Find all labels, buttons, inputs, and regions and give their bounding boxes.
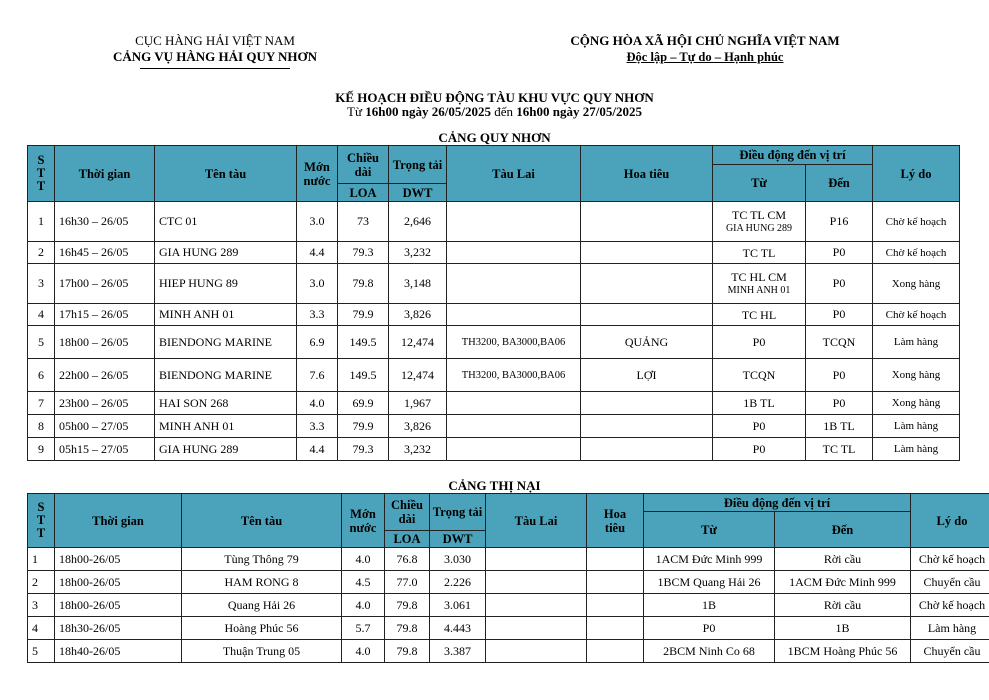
cell-loa: 79.9 — [338, 415, 389, 438]
cell-stt: 9 — [28, 438, 55, 461]
quy-nhon-table — [27, 145, 960, 461]
from-box — [715, 368, 803, 382]
port-authority-name: CẢNG VỤ HÀNG HẢI QUY NHƠN — [112, 49, 318, 64]
col-time: Thời gian — [55, 146, 155, 202]
cell-ship — [155, 264, 297, 304]
cell-to: 1B — [775, 617, 911, 640]
col-move: Điều động đến vị trí — [713, 146, 873, 165]
col-loa: LOA — [338, 184, 389, 202]
cell-stt: 3 — [28, 264, 55, 304]
cell-time: 16h45 – 26/05 — [55, 242, 155, 264]
cell-loa: 79.3 — [338, 242, 389, 264]
cell-loa: 79.8 — [385, 617, 430, 640]
cell-pilot — [581, 304, 713, 326]
cell-loa: 79.8 — [385, 594, 430, 617]
ship-name: MINH ANH 01 — [159, 307, 235, 321]
cell-to: 1ACM Đức Minh 999 — [775, 571, 911, 594]
cell-tug — [447, 392, 581, 415]
section1-title: CẢNG QUY NHƠN — [438, 130, 551, 145]
cell-pilot — [587, 571, 644, 594]
table-row — [28, 438, 960, 461]
cell-draft: 4.4 — [297, 242, 338, 264]
cell-from — [713, 392, 806, 415]
cell-time: 17h00 – 26/05 — [55, 264, 155, 304]
cell-from — [713, 438, 806, 461]
document-title: KẾ HOẠCH ĐIỀU ĐỘNG TÀU KHU VỰC QUY NHƠN — [335, 90, 654, 105]
cell-draft: 5.7 — [342, 617, 385, 640]
cell-reason: Chuyển cầu — [911, 571, 989, 594]
cell-tug: TH3200, BA3000,BA06 — [447, 359, 581, 392]
cell-ship: Thuận Trung 05 — [182, 640, 342, 663]
cell-dwt: 3,232 — [389, 438, 447, 461]
cell-reason: Chờ kế hoạch — [873, 242, 960, 264]
cell-loa: 77.0 — [385, 571, 430, 594]
subtitle-to-time: 16h00 ngày 27/05/2025 — [516, 104, 642, 119]
cell-dwt: 3,232 — [389, 242, 447, 264]
cell-draft: 4.0 — [342, 594, 385, 617]
cell-pilot — [587, 594, 644, 617]
cell-ship — [155, 202, 297, 242]
col-stt: S T T — [28, 146, 55, 202]
col-ship-2: Tên tàu — [182, 494, 342, 548]
col-from-2: Từ — [644, 512, 775, 548]
cell-time: 18h00 – 26/05 — [55, 326, 155, 359]
from-box — [715, 270, 803, 298]
agency-name: CỤC HÀNG HẢI VIỆT NAM — [135, 33, 295, 48]
col-move-2: Điều động đến vị trí — [644, 494, 911, 512]
from-main: 1B TL — [743, 396, 775, 410]
cell-dwt: 3.387 — [430, 640, 486, 663]
cell-pilot — [581, 264, 713, 304]
cell-reason: Làm hàng — [911, 617, 989, 640]
cell-dwt: 3,826 — [389, 415, 447, 438]
table-row — [28, 640, 989, 663]
cell-stt: 8 — [28, 415, 55, 438]
cell-time: 05h15 – 27/05 — [55, 438, 155, 461]
table-row — [28, 617, 989, 640]
table-row — [28, 202, 960, 242]
col-length-2: Chiều dài — [385, 494, 430, 531]
cell-draft: 4.0 — [342, 640, 385, 663]
cell-stt: 1 — [28, 202, 55, 242]
document-subtitle — [0, 104, 989, 119]
table-row — [28, 264, 960, 304]
col-to-2: Đến — [775, 512, 911, 548]
from-box — [715, 335, 803, 349]
cell-loa: 79.8 — [385, 640, 430, 663]
cell-reason: Xong hàng — [873, 264, 960, 304]
table-row — [28, 304, 960, 326]
cell-draft: 6.9 — [297, 326, 338, 359]
cell-time: 17h15 – 26/05 — [55, 304, 155, 326]
cell-reason: Làm hàng — [873, 326, 960, 359]
cell-reason: Xong hàng — [873, 392, 960, 415]
cell-to: Rời cầu — [775, 594, 911, 617]
cell-loa: 69.9 — [338, 392, 389, 415]
cell-pilot — [587, 640, 644, 663]
cell-loa: 149.5 — [338, 359, 389, 392]
cell-from — [713, 242, 806, 264]
from-main: TC TL — [742, 245, 776, 260]
cell-stt: 6 — [28, 359, 55, 392]
cell-reason: Làm hàng — [873, 415, 960, 438]
from-main: TC HL — [741, 307, 777, 322]
ship-name: CTC 01 — [159, 214, 198, 228]
ship-name: GIA HUNG 289 — [159, 441, 239, 456]
header-right — [540, 33, 870, 65]
cell-from — [713, 264, 806, 304]
from-box — [715, 442, 803, 456]
cell-pilot — [581, 392, 713, 415]
cell-reason: Chờ kế hoạch — [911, 594, 989, 617]
cell-time: 22h00 – 26/05 — [55, 359, 155, 392]
subtitle-from-time: 16h00 ngày 26/05/2025 — [365, 104, 491, 119]
cell-draft: 4.0 — [297, 392, 338, 415]
col-reason-2: Lý do — [911, 494, 989, 548]
cell-draft: 7.6 — [297, 359, 338, 392]
from-box — [715, 419, 803, 433]
ship-name: MINH ANH 01 — [159, 418, 235, 433]
subtitle-to-word: đến — [494, 104, 514, 119]
col-stt-2: S T T — [28, 494, 55, 548]
cell-from — [713, 202, 806, 242]
col-ship: Tên tàu — [155, 146, 297, 202]
cell-to: TCQN — [806, 326, 873, 359]
cell-time: 18h00-26/05 — [55, 571, 182, 594]
table-row — [28, 326, 960, 359]
national-title: CỘNG HÒA XÃ HỘI CHỦ NGHĨA VIỆT NAM — [570, 33, 840, 48]
cell-ship — [155, 438, 297, 461]
cell-stt: 2 — [28, 571, 55, 594]
cell-reason: Chuyển cầu — [911, 640, 989, 663]
cell-stt: 4 — [28, 617, 55, 640]
cell-stt: 5 — [28, 326, 55, 359]
cell-dwt: 2,646 — [389, 202, 447, 242]
cell-dwt: 12,474 — [389, 326, 447, 359]
cell-draft: 4.4 — [297, 438, 338, 461]
cell-loa: 76.8 — [385, 548, 430, 571]
ship-name: HIEP HUNG 89 — [159, 276, 238, 290]
cell-from — [713, 359, 806, 392]
col-to: Đến — [806, 165, 873, 202]
col-length: Chiều dài — [338, 146, 389, 184]
table-row — [28, 594, 989, 617]
col-reason: Lý do — [873, 146, 960, 202]
cell-tug — [486, 571, 587, 594]
cell-draft: 4.5 — [342, 571, 385, 594]
cell-pilot — [581, 415, 713, 438]
cell-ship — [155, 359, 297, 392]
cell-to: P0 — [806, 264, 873, 304]
from-box — [715, 308, 803, 322]
col-draft-2: Mớn nước — [342, 494, 385, 548]
cell-ship — [155, 415, 297, 438]
from-sub: GIA HUNG 289 — [725, 222, 793, 234]
cell-to: P0 — [806, 359, 873, 392]
cell-loa: 73 — [338, 202, 389, 242]
cell-pilot — [587, 617, 644, 640]
ship-name: BIENDONG MARINE — [159, 334, 272, 349]
cell-to: P0 — [806, 392, 873, 415]
from-box — [715, 246, 803, 260]
cell-to: P16 — [806, 202, 873, 242]
col-draft: Mớn nước — [297, 146, 338, 202]
ship-name: HAI SON 268 — [159, 395, 229, 410]
cell-time: 18h00-26/05 — [55, 594, 182, 617]
from-main: TC TL CM — [731, 207, 786, 222]
cell-stt: 7 — [28, 392, 55, 415]
header-left-rule — [140, 68, 290, 69]
section2-title: CẢNG THỊ NẠI — [448, 478, 541, 493]
col-dwt-head: Trọng tải — [389, 146, 447, 184]
cell-pilot: QUẢNG — [581, 326, 713, 359]
from-sub: MINH ANH 01 — [727, 284, 791, 296]
ship-name: BIENDONG MARINE — [159, 367, 272, 382]
cell-from: 1BCM Quang Hải 26 — [644, 571, 775, 594]
from-main: TC HL CM — [731, 269, 787, 284]
cell-reason: Xong hàng — [873, 359, 960, 392]
cell-tug — [447, 438, 581, 461]
cell-dwt: 3.061 — [430, 594, 486, 617]
table-row — [28, 242, 960, 264]
cell-dwt: 4.443 — [430, 617, 486, 640]
table-row — [28, 415, 960, 438]
col-dwt: DWT — [389, 184, 447, 202]
from-main: TCQN — [742, 368, 776, 382]
cell-to: 1B TL — [806, 415, 873, 438]
cell-pilot — [581, 242, 713, 264]
cell-time: 18h40-26/05 — [55, 640, 182, 663]
cell-dwt: 1,967 — [389, 392, 447, 415]
cell-tug: TH3200, BA3000,BA06 — [447, 326, 581, 359]
table-row — [28, 359, 960, 392]
cell-tug — [447, 415, 581, 438]
cell-loa: 79.9 — [338, 304, 389, 326]
cell-ship — [155, 392, 297, 415]
cell-time: 18h30-26/05 — [55, 617, 182, 640]
cell-ship — [155, 326, 297, 359]
cell-from — [713, 415, 806, 438]
cell-ship: Tùng Thông 79 — [182, 548, 342, 571]
cell-stt: 4 — [28, 304, 55, 326]
col-pilot: Hoa tiêu — [581, 146, 713, 202]
cell-pilot — [587, 548, 644, 571]
cell-tug — [447, 304, 581, 326]
cell-reason: Chờ kế hoạch — [873, 202, 960, 242]
thi-nai-table — [27, 493, 989, 663]
table-row — [28, 571, 989, 594]
cell-pilot — [581, 438, 713, 461]
cell-draft: 3.3 — [297, 415, 338, 438]
cell-loa: 79.8 — [338, 264, 389, 304]
col-pilot-2: Hoa tiêu — [587, 494, 644, 548]
col-loa-2: LOA — [385, 531, 430, 548]
table-row — [28, 548, 989, 571]
header-left — [110, 33, 320, 69]
cell-tug — [486, 640, 587, 663]
cell-pilot: LỢI — [581, 359, 713, 392]
cell-dwt: 2.226 — [430, 571, 486, 594]
cell-stt: 2 — [28, 242, 55, 264]
cell-ship: Quang Hải 26 — [182, 594, 342, 617]
cell-time: 16h30 – 26/05 — [55, 202, 155, 242]
cell-loa: 79.3 — [338, 438, 389, 461]
cell-draft: 3.0 — [297, 202, 338, 242]
cell-tug — [447, 242, 581, 264]
from-main: P0 — [752, 442, 766, 456]
from-box — [715, 396, 803, 410]
col-from: Từ — [713, 165, 806, 202]
cell-ship: HAM RONG 8 — [182, 571, 342, 594]
cell-tug — [447, 202, 581, 242]
cell-loa: 149.5 — [338, 326, 389, 359]
col-time-2: Thời gian — [55, 494, 182, 548]
cell-draft: 3.0 — [297, 264, 338, 304]
col-tug-2: Tàu Lai — [486, 494, 587, 548]
cell-stt: 5 — [28, 640, 55, 663]
from-main: P0 — [752, 419, 766, 433]
from-box — [715, 208, 803, 236]
cell-time: 18h00-26/05 — [55, 548, 182, 571]
table-row — [28, 392, 960, 415]
cell-tug — [447, 264, 581, 304]
ship-name: GIA HUNG 289 — [159, 245, 239, 259]
cell-dwt: 12,474 — [389, 359, 447, 392]
national-motto: Độc lập – Tự do – Hạnh phúc — [626, 50, 784, 64]
cell-to: Rời cầu — [775, 548, 911, 571]
cell-to: P0 — [806, 304, 873, 326]
cell-draft: 3.3 — [297, 304, 338, 326]
cell-dwt: 3,826 — [389, 304, 447, 326]
cell-ship — [155, 304, 297, 326]
cell-dwt: 3,148 — [389, 264, 447, 304]
cell-from: 1ACM Đức Minh 999 — [644, 548, 775, 571]
cell-to: P0 — [806, 242, 873, 264]
subtitle-from-word: Từ — [347, 104, 363, 119]
cell-reason: Chờ kế hoạch — [873, 304, 960, 326]
cell-reason: Chờ kế hoạch — [911, 548, 989, 571]
cell-dwt: 3.030 — [430, 548, 486, 571]
cell-tug — [486, 548, 587, 571]
cell-time: 23h00 – 26/05 — [55, 392, 155, 415]
cell-stt: 1 — [28, 548, 55, 571]
cell-to: 1BCM Hoàng Phúc 56 — [775, 640, 911, 663]
cell-from — [713, 304, 806, 326]
cell-ship — [155, 242, 297, 264]
cell-ship: Hoàng Phúc 56 — [182, 617, 342, 640]
cell-reason: Làm hàng — [873, 438, 960, 461]
col-dwt-2: DWT — [430, 531, 486, 548]
cell-tug — [486, 594, 587, 617]
col-tug: Tàu Lai — [447, 146, 581, 202]
cell-draft: 4.0 — [342, 548, 385, 571]
from-main: P0 — [752, 335, 766, 349]
cell-from: P0 — [644, 617, 775, 640]
cell-from: 1B — [644, 594, 775, 617]
cell-pilot — [581, 202, 713, 242]
col-dwt-head-2: Trọng tải — [430, 494, 486, 531]
cell-from — [713, 326, 806, 359]
cell-time: 05h00 – 27/05 — [55, 415, 155, 438]
cell-from: 2BCM Ninh Co 68 — [644, 640, 775, 663]
cell-to: TC TL — [806, 438, 873, 461]
cell-stt: 3 — [28, 594, 55, 617]
cell-tug — [486, 617, 587, 640]
